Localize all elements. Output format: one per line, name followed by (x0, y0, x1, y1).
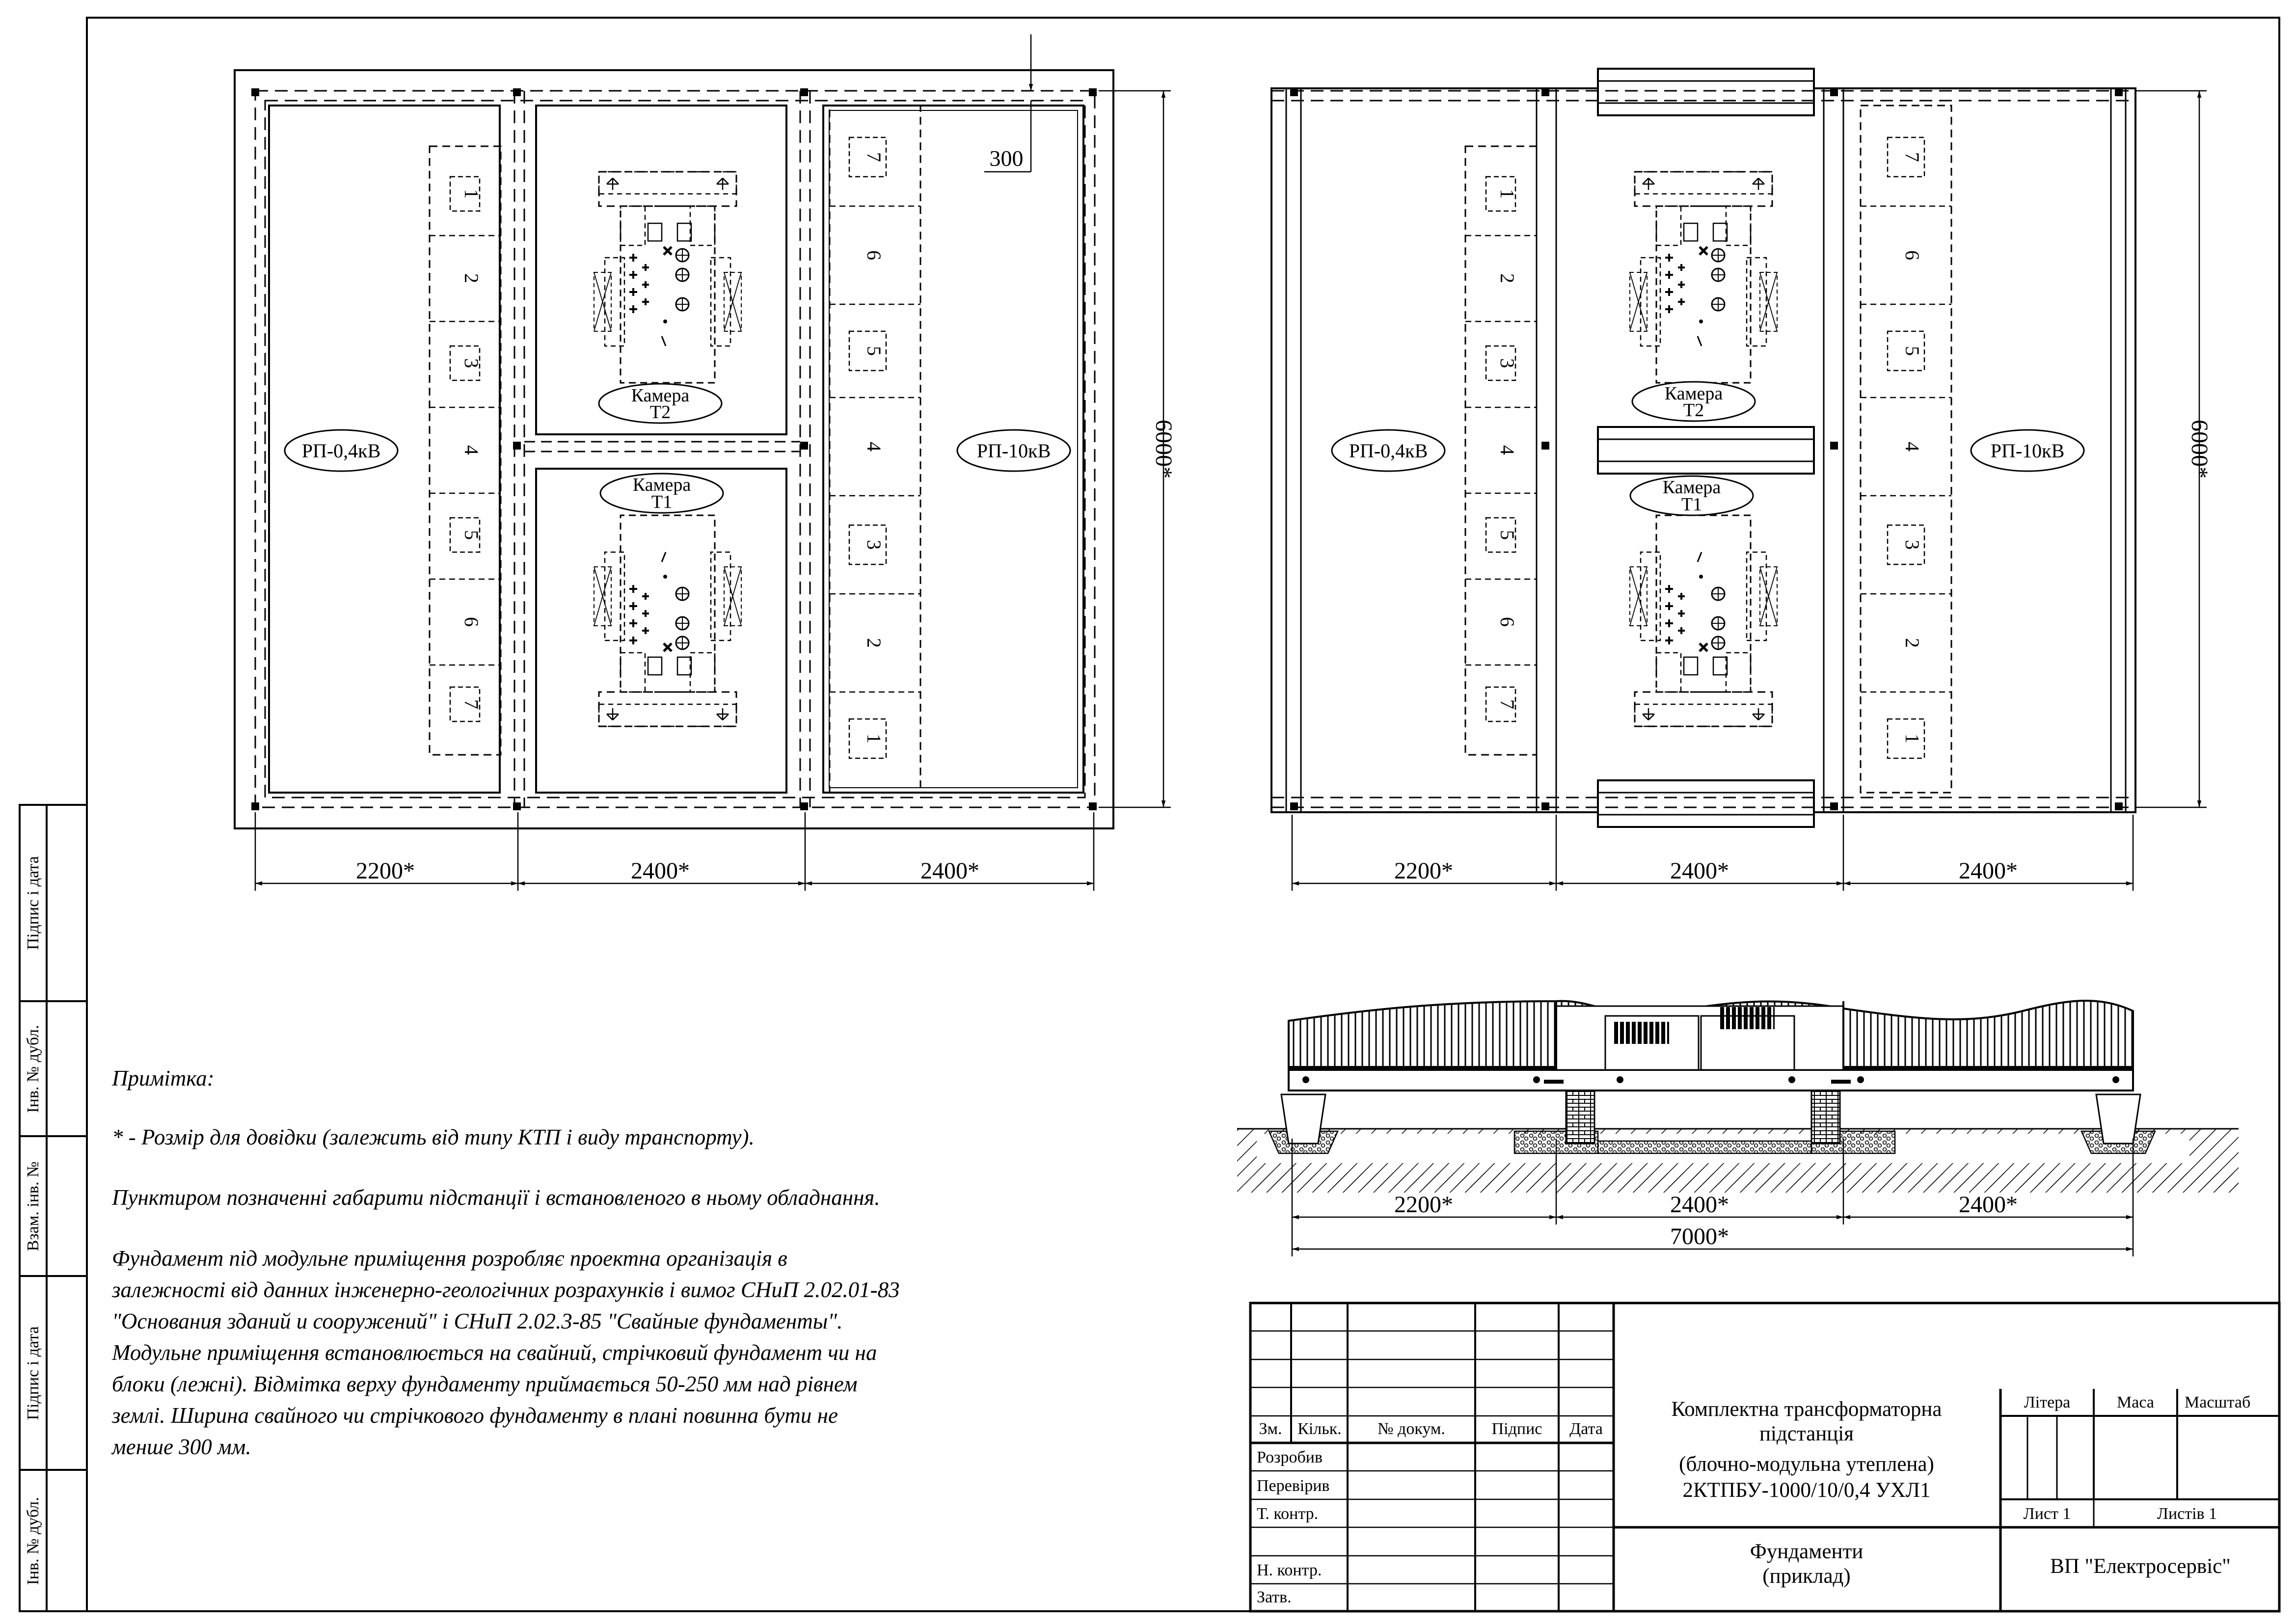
tb-role: Т. контр. (1257, 1505, 1319, 1523)
hv-cell-label: 2 (863, 638, 885, 648)
dimension-300: 300 (989, 146, 1024, 171)
dimension-6000-left: 6000* (1151, 420, 1177, 479)
tb-scale: Масштаб (2185, 1393, 2251, 1411)
note-paragraph-line: блоки (лежні). Відмітка верху фундаменту приймається 50-250 мм над рівнем (112, 1372, 858, 1396)
dimension-2400a-elevation: 2400* (1670, 1192, 1729, 1218)
dimension-2200-elevation: 2200* (1394, 1192, 1453, 1218)
side-stamp-label: Інв. № дубл. (24, 1497, 42, 1585)
plan-right (1271, 69, 2207, 891)
lv-cell-label: 2 (460, 273, 483, 283)
chamber-id-t1-left: Т1 (651, 492, 673, 512)
side-stamp-label: Інв. № дубл. (24, 1025, 42, 1113)
tb-title: (блочно-модульна утеплена) (1679, 1453, 1934, 1476)
chamber-label-t1-left: Камера (632, 475, 691, 495)
hv-cell-label: 1 (863, 734, 885, 744)
hv-cell-label: 5 (1901, 346, 1923, 356)
note-paragraph-line: Модульне приміщення встановлюється на свайний, стрічковий фундамент чи на (112, 1340, 877, 1365)
lv-cell-label: 2 (1496, 273, 1518, 283)
hv-cell-label: 3 (863, 540, 885, 550)
tb-litera: Літера (2024, 1393, 2071, 1411)
dimension-2400b-left: 2400* (920, 858, 979, 884)
hv-cell-label: 4 (1901, 442, 1923, 452)
elevation-view (1237, 1001, 2239, 1256)
room-label-hv-left: РП-10кВ (976, 440, 1051, 462)
dimension-2400b-right: 2400* (1959, 858, 2018, 884)
note-item: * - Розмір для довідки (залежить від типу КТП і виду транспорту). (112, 1125, 755, 1149)
note-paragraph-line: "Основания зданий и сооружений" і СНиП 2.02.3-85 "Свайные фундаменты". (112, 1309, 843, 1333)
lv-cell-label: 4 (460, 445, 483, 455)
tb-col-header: Дата (1569, 1420, 1603, 1438)
dimension-6000-right: 6000* (2187, 420, 2213, 479)
dimension-2400a-left: 2400* (631, 858, 690, 884)
tb-sheets: Листів 1 (2157, 1505, 2217, 1523)
chamber-label-t1-right: Камера (1662, 477, 1721, 498)
tb-title: 2КТПБУ-1000/10/0,4 УХЛ1 (1682, 1479, 1931, 1502)
tb-subtitle: (приклад) (1762, 1565, 1851, 1588)
lv-cell-label: 1 (1496, 189, 1518, 199)
tb-subtitle: Фундаменти (1750, 1540, 1864, 1563)
lv-cell-label: 1 (460, 189, 483, 199)
side-stamp-label: Підпис і дата (24, 1326, 42, 1420)
tb-role: Розробив (1257, 1448, 1323, 1466)
chamber-label-t2-left: Камера (631, 385, 690, 406)
hv-cell-label: 4 (863, 442, 885, 452)
tb-col-header: Зм. (1259, 1420, 1282, 1438)
notes-title: Примітка: (112, 1066, 215, 1091)
dimension-2200-left: 2200* (356, 858, 415, 884)
note-paragraph-line: Фундамент під модульне приміщення розробляє проектна організація в (112, 1246, 787, 1271)
tb-col-header: Кільк. (1297, 1420, 1342, 1438)
chamber-id-t2-right: Т2 (1683, 400, 1704, 421)
side-stamp-label: Підпис і дата (24, 856, 42, 950)
hv-cell-label: 6 (1901, 250, 1923, 260)
dimension-2400a-right: 2400* (1670, 858, 1729, 884)
room-label-hv-right: РП-10кВ (1990, 440, 2065, 462)
chamber-label-t2-right: Камера (1664, 383, 1723, 404)
lv-cell-label: 4 (1496, 445, 1518, 455)
dimension-2400b-elevation: 2400* (1959, 1192, 2018, 1218)
room-label-lv-left: РП-0,4кВ (301, 440, 381, 462)
tb-title: Комплектна трансформаторна (1671, 1398, 1942, 1421)
lv-cell-label: 6 (1496, 617, 1518, 627)
note-paragraph-line: залежності від данних інженерно-геологічних розрахунків і вимог СНиП 2.02.01-83 (112, 1277, 900, 1302)
dimension-7000-elevation: 7000* (1670, 1224, 1729, 1250)
chamber-id-t1-right: Т1 (1681, 494, 1702, 515)
tb-mass: Маса (2117, 1393, 2154, 1411)
plan-left (235, 34, 1171, 891)
tb-company: ВП "Електросервіс" (2050, 1555, 2231, 1578)
hv-cell-label: 1 (1901, 734, 1923, 744)
tb-role: Перевірив (1257, 1477, 1330, 1495)
tb-title: підстанція (1759, 1422, 1854, 1445)
lv-cell-label: 6 (460, 617, 483, 627)
tb-role: Н. контр. (1257, 1561, 1322, 1579)
room-label-lv-right: РП-0,4кВ (1349, 440, 1428, 462)
tb-role: Затв. (1257, 1588, 1292, 1606)
tb-col-header: Підпис (1491, 1420, 1542, 1438)
note-item: Пунктиром позначенні габарити підстанції і встановленого в ньому обладнання. (112, 1185, 880, 1210)
lv-cell-label: 3 (460, 358, 483, 368)
side-stamp-label: Взам. інв. № (24, 1161, 42, 1251)
note-paragraph-line: землі. Ширина свайного чи стрічкового фундаменту в плані повинна бути не (112, 1403, 838, 1428)
hv-cell-label: 6 (863, 250, 885, 260)
tb-sheet: Лист 1 (2023, 1505, 2071, 1523)
dimension-2200-right: 2200* (1394, 858, 1453, 884)
lv-cell-label: 5 (1496, 530, 1518, 540)
lv-cell-label: 3 (1496, 358, 1518, 368)
lv-cell-label: 7 (1496, 699, 1518, 709)
hv-cell-label: 5 (863, 346, 885, 356)
note-paragraph-line: менше 300 мм. (112, 1435, 251, 1459)
hv-cell-label: 2 (1901, 638, 1923, 648)
hv-cell-label: 7 (1901, 152, 1923, 162)
lv-cell-label: 7 (460, 699, 483, 709)
tb-col-header: № докум. (1378, 1420, 1445, 1438)
lv-cell-label: 5 (460, 530, 483, 540)
hv-cell-label: 7 (863, 152, 885, 162)
chamber-id-t2-left: Т2 (649, 402, 671, 423)
hv-cell-label: 3 (1901, 540, 1923, 550)
